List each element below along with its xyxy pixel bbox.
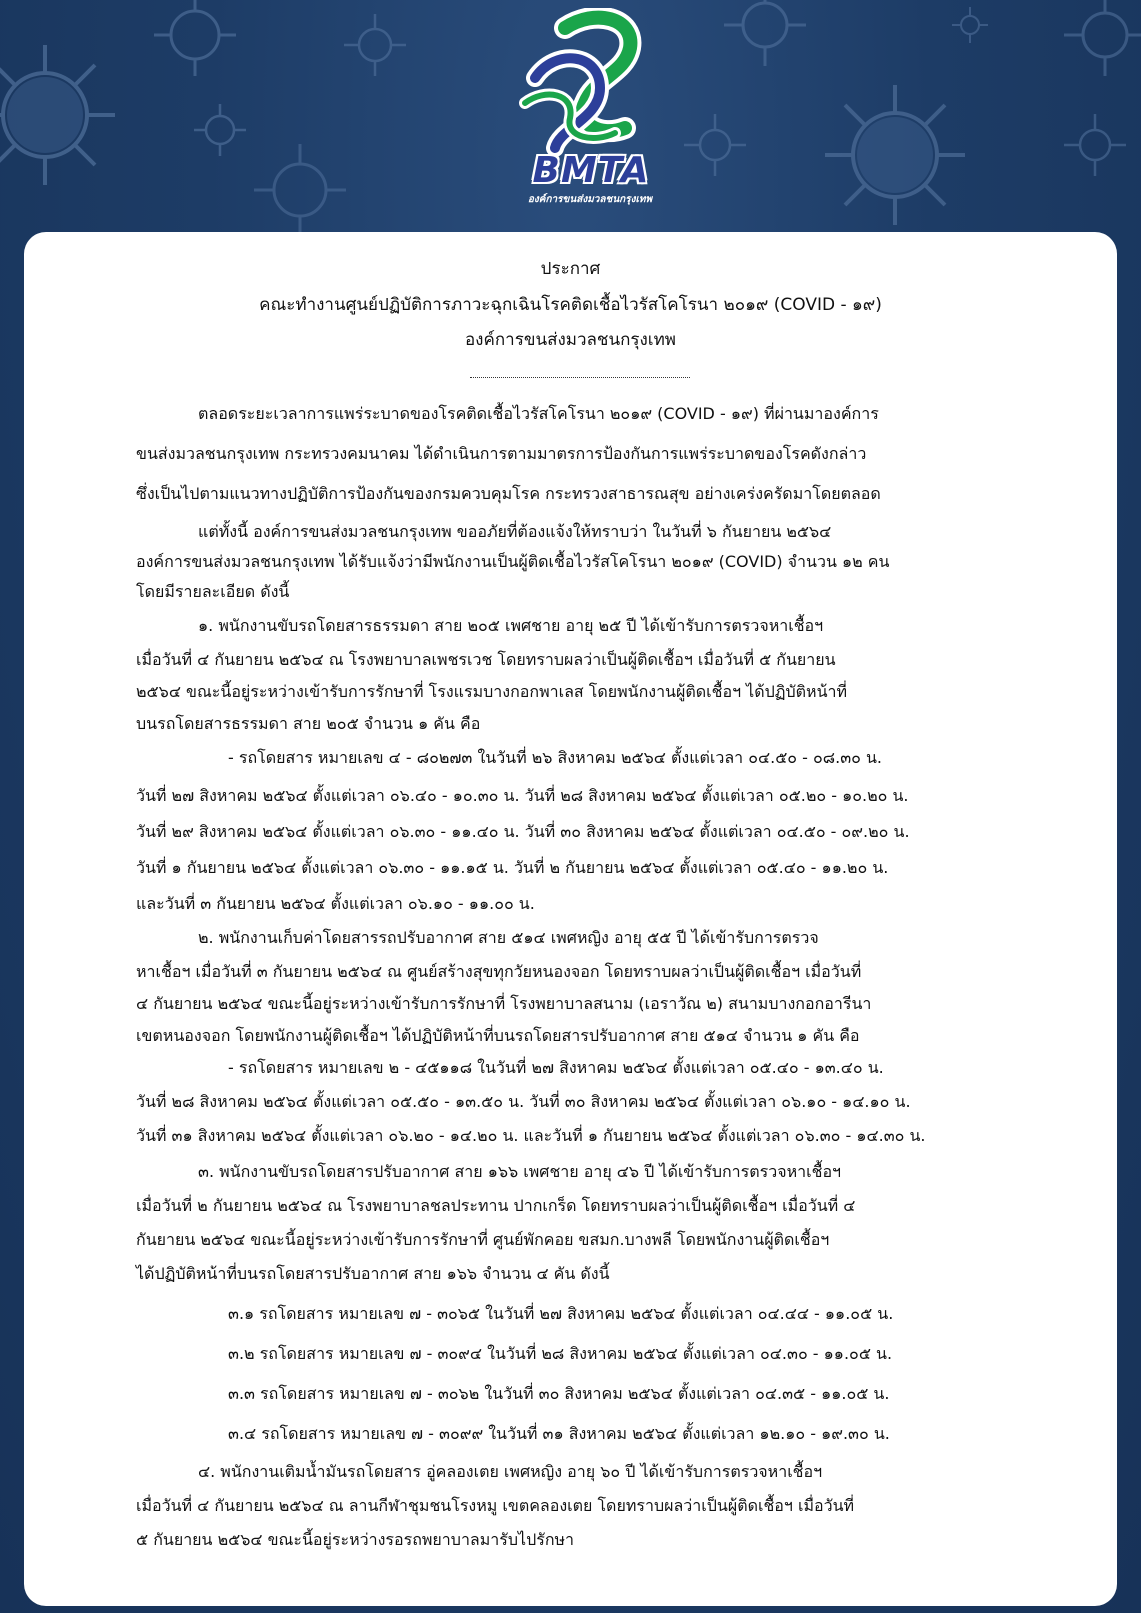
virus-icon [340, 10, 410, 80]
body-line: แต่ทั้งนี้ องค์การขนส่งมวลชนกรุงเทพ ขออภัยที่ต้องแจ้งให้ทราบว่า ในวันที่ ๖ กันยายน ๒๕๖๔ [198, 522, 832, 541]
body-line: เมื่อวันที่ ๒ กันยายน ๒๕๖๔ ณ โรงพยาบาลชลประทาน ปากเกร็ด โดยทราบผลว่าเป็นผู้ติดเชื้อฯ เมื่อวันที่ ๔ [136, 1196, 856, 1215]
body-line: โดยมีรายละเอียด ดังนี้ [136, 582, 290, 601]
body-line: ตลอดระยะเวลาการแพร่ระบาดของโรคติดเชื้อไวรัสโคโรนา ๒๐๑๙ (COVID - ๑๙) ที่ผ่านมาองค์การ [198, 404, 879, 423]
body-line: ๓.๑ รถโดยสาร หมายเลข ๗ - ๓๐๖๕ ในวันที่ ๒๗ สิงหาคม ๒๕๖๔ ตั้งแต่เวลา ๐๔.๔๔ - ๑๑.๐๕ น. [228, 1304, 894, 1323]
body-line: ๕ กันยายน ๒๕๖๔ ขณะนี้อยู่ระหว่างรอรถพยาบาลมารับไปรักษา [136, 1530, 575, 1549]
body-line: วันที่ ๓๑ สิงหาคม ๒๕๖๔ ตั้งแต่เวลา ๐๖.๒๐ - ๑๔.๒๐ น. และวันที่ ๑ กันยายน ๒๕๖๔ ตั้งแต่เวลา ๐๖.๓๐ - ๑๔.๓๐ น. [136, 1126, 926, 1145]
virus-icon [150, 0, 240, 80]
virus-icon [720, 0, 810, 70]
body-line: ๓.๓ รถโดยสาร หมายเลข ๗ - ๓๐๖๒ ในวันที่ ๓๐ สิงหาคม ๒๕๖๔ ตั้งแต่เวลา ๐๔.๓๕ - ๑๑.๐๕ น. [228, 1384, 890, 1403]
virus-icon [680, 110, 750, 180]
body-line: เมื่อวันที่ ๔ กันยายน ๒๕๖๔ ณ ลานกีฬาชุมชนโรงหมู เขตคลองเตย โดยทราบผลว่าเป็นผู้ติดเชื้อฯ เมื่อวันที่ [136, 1496, 855, 1515]
body-line: ๓.๒ รถโดยสาร หมายเลข ๗ - ๓๐๙๔ ในวันที่ ๒๘ สิงหาคม ๒๕๖๔ ตั้งแต่เวลา ๐๔.๓๐ - ๑๑.๐๕ น. [228, 1344, 893, 1363]
body-line: หาเชื้อฯ เมื่อวันที่ ๓ กันยายน ๒๕๖๔ ณ ศูนย์สร้างสุขทุกวัยหนองจอก โดยทราบผลว่าเป็นผู้ติดเชื้อฯ เมื่อวันที่ [136, 962, 862, 981]
body-line: และวันที่ ๓ กันยายน ๒๕๖๔ ตั้งแต่เวลา ๐๖.๑๐ - ๑๑.๐๐ น. [136, 894, 535, 913]
divider [470, 377, 690, 378]
body-line: - รถโดยสาร หมายเลข ๔ - ๘๐๒๗๓ ในวันที่ ๒๖ สิงหาคม ๒๕๖๔ ตั้งแต่เวลา ๐๔.๕๐ - ๐๘.๓๐ น. [228, 748, 883, 767]
body-line: วันที่ ๒๙ สิงหาคม ๒๕๖๔ ตั้งแต่เวลา ๐๖.๓๐ - ๑๑.๔๐ น. วันที่ ๓๐ สิงหาคม ๒๕๖๔ ตั้งแต่เวลา ๐๔.๕๐ - ๐๙.๒๐ น. [136, 822, 910, 841]
logo-brand-text: BMTA [532, 150, 650, 191]
body-line: กันยายน ๒๕๖๔ ขณะนี้อยู่ระหว่างเข้ารับการรักษาที่ ศูนย์พักคอย ขสมก.บางพลี โดยพนักงานผู้ติดเชื้อฯ [136, 1230, 830, 1249]
body-line: ๒. พนักงานเก็บค่าโดยสารรถปรับอากาศ สาย ๕๑๔ เพศหญิง อายุ ๕๕ ปี ได้เข้ารับการตรวจ [198, 928, 819, 947]
body-line: บนรถโดยสารธรรมดา สาย ๒๐๕ จำนวน ๑ คัน คือ [136, 714, 481, 733]
body-line: ขนส่งมวลชนกรุงเทพ กระทรวงคมนาคม ได้ดำเนินการตามมาตรการป้องกันการแพร่ระบาดของโรคดังกล่าว [136, 444, 867, 463]
body-line: ได้ปฏิบัติหน้าที่บนรถโดยสารปรับอากาศ สาย ๑๖๖ จำนวน ๔ คัน ดังนี้ [136, 1264, 610, 1283]
virus-icon [190, 100, 250, 160]
body-line: องค์การขนส่งมวลชนกรุงเทพ ได้รับแจ้งว่ามีพนักงานเป็นผู้ติดเชื้อไวรัสโคโรนา ๒๐๑๙ (COVID) จำนวน ๑๒ คน [136, 552, 890, 571]
virus-icon [1060, 110, 1130, 180]
virus-icon [0, 40, 120, 190]
body-line: ๑. พนักงานขับรถโดยสารธรรมดา สาย ๒๐๕ เพศชาย อายุ ๒๕ ปี ได้เข้ารับการตรวจหาเชื้อฯ [198, 616, 824, 635]
logo-brand-subtext: องค์การขนส่งมวลชนกรุงเทพ [527, 194, 653, 205]
virus-icon [820, 80, 970, 230]
announcement-heading: ประกาศ [540, 259, 601, 279]
virus-icon [250, 140, 350, 240]
body-line: ๔ กันยายน ๒๕๖๔ ขณะนี้อยู่ระหว่างเข้ารับการรักษาที่ โรงพยาบาลสนาม (เอราวัณ ๒) สนามบางกอกอารีนา [136, 994, 872, 1013]
virus-icon [950, 5, 990, 45]
virus-icon [1060, 0, 1141, 80]
announcement-committee: คณะทำงานศูนย์ปฏิบัติการภาวะฉุกเฉินโรคติดเชื้อไวรัสโคโรนา ๒๐๑๙ (COVID - ๑๙) [259, 295, 882, 315]
body-line: วันที่ ๑ กันยายน ๒๕๖๔ ตั้งแต่เวลา ๐๖.๓๐ - ๑๑.๑๕ น. วันที่ ๒ กันยายน ๒๕๖๔ ตั้งแต่เวลา ๐๕.๔๐ - ๑๑.๒๐ น. [136, 858, 889, 877]
body-line: - รถโดยสาร หมายเลข ๒ - ๔๕๑๑๘ ในวันที่ ๒๗ สิงหาคม ๒๕๖๔ ตั้งแต่เวลา ๐๕.๔๐ - ๑๓.๔๐ น. [228, 1058, 884, 1077]
body-line: เมื่อวันที่ ๔ กันยายน ๒๕๖๔ ณ โรงพยาบาลเพชรเวช โดยทราบผลว่าเป็นผู้ติดเชื้อฯ เมื่อวันที่ ๕ กันยายน [136, 650, 836, 669]
body-line: วันที่ ๒๘ สิงหาคม ๒๕๖๔ ตั้งแต่เวลา ๐๕.๕๐ - ๑๓.๕๐ น. วันที่ ๓๐ สิงหาคม ๒๕๖๔ ตั้งแต่เวลา ๐๖.๑๐ - ๑๔.๑๐ น. [136, 1092, 911, 1111]
body-line: ๒๕๖๔ ขณะนี้อยู่ระหว่างเข้ารับการรักษาที่ โรงแรมบางกอกพาเลส โดยพนักงานผู้ติดเชื้อฯ ได้ปฏิบัติหน้าที่ [136, 682, 848, 701]
body-line: เขตหนองจอก โดยพนักงานผู้ติดเชื้อฯ ได้ปฏิบัติหน้าที่บนรถโดยสารปรับอากาศ สาย ๕๑๔ จำนวน ๑ คัน คือ [136, 1026, 860, 1045]
body-line: ๔. พนักงานเติมน้ำมันรถโดยสาร อู่คลองเตย เพศหญิง อายุ ๖๐ ปี ได้เข้ารับการตรวจหาเชื้อฯ [198, 1462, 823, 1481]
announcement-organization: องค์การขนส่งมวลชนกรุงเทพ [464, 330, 677, 350]
body-line: วันที่ ๒๗ สิงหาคม ๒๕๖๔ ตั้งแต่เวลา ๐๖.๔๐ - ๑๐.๓๐ น. วันที่ ๒๘ สิงหาคม ๒๕๖๔ ตั้งแต่เวลา ๐๕.๒๐ - ๑๐.๒๐ น. [136, 786, 909, 805]
body-line: ๓.๔ รถโดยสาร หมายเลข ๗ - ๓๐๙๙ ในวันที่ ๓๑ สิงหาคม ๒๕๖๔ ตั้งแต่เวลา ๑๒.๑๐ - ๑๙.๓๐ น. [228, 1424, 890, 1443]
body-line: ซึ่งเป็นไปตามแนวทางปฏิบัติการป้องกันของกรมควบคุมโรค กระทรวงสาธารณสุข อย่างเคร่งครัดมาโดยตลอด [136, 484, 881, 503]
body-line: ๓. พนักงานขับรถโดยสารปรับอากาศ สาย ๑๖๖ เพศชาย อายุ ๔๖ ปี ได้เข้ารับการตรวจหาเชื้อฯ [198, 1162, 842, 1181]
